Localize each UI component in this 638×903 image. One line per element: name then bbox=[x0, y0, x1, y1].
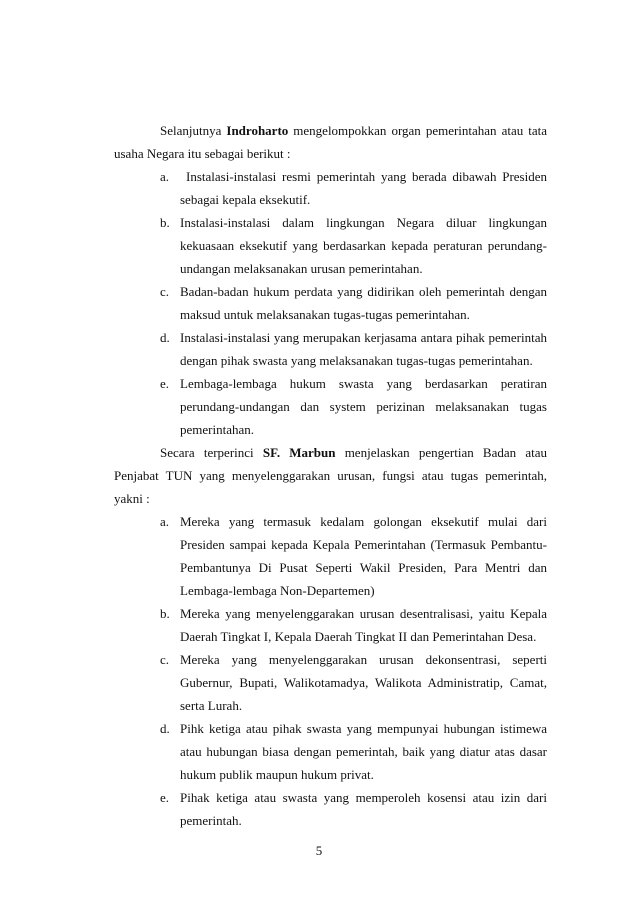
list-item-line: sebagai kepala eksekutif. bbox=[180, 192, 311, 207]
page-number: 5 bbox=[315, 843, 323, 858]
list-item-label: c. bbox=[160, 652, 170, 667]
list-item-line: perundang-undangan dan system perizinan melaksanakan tugas bbox=[180, 399, 547, 414]
list-item-line: kekuasaan eksekutif yang berdasarkan kepada peraturan perundang- bbox=[180, 238, 547, 253]
list-item-label: d. bbox=[160, 721, 170, 736]
list-item-line: Presiden sampai kepada Kepala Pemerintahan (Termasuk Pembantu- bbox=[180, 537, 547, 552]
paragraph-2-text: Secara terperinci bbox=[160, 445, 263, 460]
list-item-line: Lembaga-lembaga Non-Departemen) bbox=[180, 583, 375, 598]
list-item-line: Instalasi-instalasi dalam lingkungan Negara diluar lingkungan bbox=[180, 215, 547, 230]
list-item-label: e. bbox=[160, 790, 170, 805]
list-item-line: pemerintah. bbox=[180, 813, 242, 828]
list-item-label: b. bbox=[160, 215, 170, 230]
paragraph-1-line-1 bbox=[160, 123, 547, 139]
list-item-line: Badan-badan hukum perdata yang didirikan oleh pemerintah dengan bbox=[180, 284, 547, 299]
list-item-line: dengan pihak swasta yang melaksanakan tugas-tugas pemerintahan. bbox=[180, 353, 533, 368]
list-item-line: Instalasi-instalasi yang merupakan kerjasama antara pihak pemerintah bbox=[180, 330, 547, 345]
list-item-line: maksud untuk melaksanakan tugas-tugas pemerintahan. bbox=[180, 307, 470, 322]
paragraph-2-line-2: Penjabat TUN yang menyelenggarakan urusan, fungsi atau tugas pemerintah, bbox=[114, 468, 547, 483]
list-item-line: Mereka yang menyelenggarakan urusan dekonsentrasi, seperti bbox=[180, 652, 547, 667]
list-item-line: Pihk ketiga atau pihak swasta yang mempunyai hubungan istimewa bbox=[180, 721, 547, 736]
list-item-line: Mereka yang menyelenggarakan urusan desentralisasi, yaitu Kepala bbox=[180, 606, 547, 621]
list-item-line: Gubernur, Bupati, Walikotamadya, Walikota Administratip, Camat, bbox=[180, 675, 547, 690]
paragraph-2-line-1 bbox=[160, 445, 547, 461]
list-item-line: Pembantunya Di Pusat Seperti Wakil Presiden, Para Mentri dan bbox=[180, 560, 547, 575]
list-item-line: serta Lurah. bbox=[180, 698, 243, 713]
paragraph-2-line-3: yakni : bbox=[114, 491, 150, 506]
paragraph-1-line-2: usaha Negara itu sebagai berikut : bbox=[114, 146, 291, 161]
author-name-indroharto: Indroharto bbox=[226, 123, 289, 138]
list-item-line: Daerah Tingkat I, Kepala Daerah Tingkat II dan Pemerintahan Desa. bbox=[180, 629, 537, 644]
list-item-label: d. bbox=[160, 330, 170, 345]
list-item-line: atau hubungan biasa dengan pemerintah, baik yang diatur atas dasar bbox=[180, 744, 547, 759]
list-item-label: c. bbox=[160, 284, 170, 299]
list-item-label: e. bbox=[160, 376, 170, 391]
list-item-line: Lembaga-lembaga hukum swasta yang berdasarkan peratiran bbox=[180, 376, 547, 391]
list-item-line: Pihak ketiga atau swasta yang memperoleh kosensi atau izin dari bbox=[180, 790, 547, 805]
paragraph-2-text: menjelaskan pengertian Badan atau bbox=[335, 445, 547, 460]
paragraph-1-text: mengelompokkan organ pemerintahan atau tata bbox=[288, 123, 547, 138]
list-item-label: b. bbox=[160, 606, 170, 621]
list-item-line: pemerintahan. bbox=[180, 422, 254, 437]
list-item-line: undangan melaksanakan urusan pemerintahan. bbox=[180, 261, 423, 276]
paragraph-1-text: Selanjutnya bbox=[160, 123, 227, 138]
list-item-line: Mereka yang termasuk kedalam golongan eksekutif mulai dari bbox=[180, 514, 547, 529]
author-name-sf-marbun: SF. Marbun bbox=[262, 445, 336, 460]
list-item-line: Instalasi-instalasi resmi pemerintah yang berada dibawah Presiden bbox=[186, 169, 547, 184]
list-item-label: a. bbox=[160, 514, 170, 529]
list-item-label: a. bbox=[160, 169, 170, 184]
list-item-line: hukum publik maupun hukum privat. bbox=[180, 767, 374, 782]
